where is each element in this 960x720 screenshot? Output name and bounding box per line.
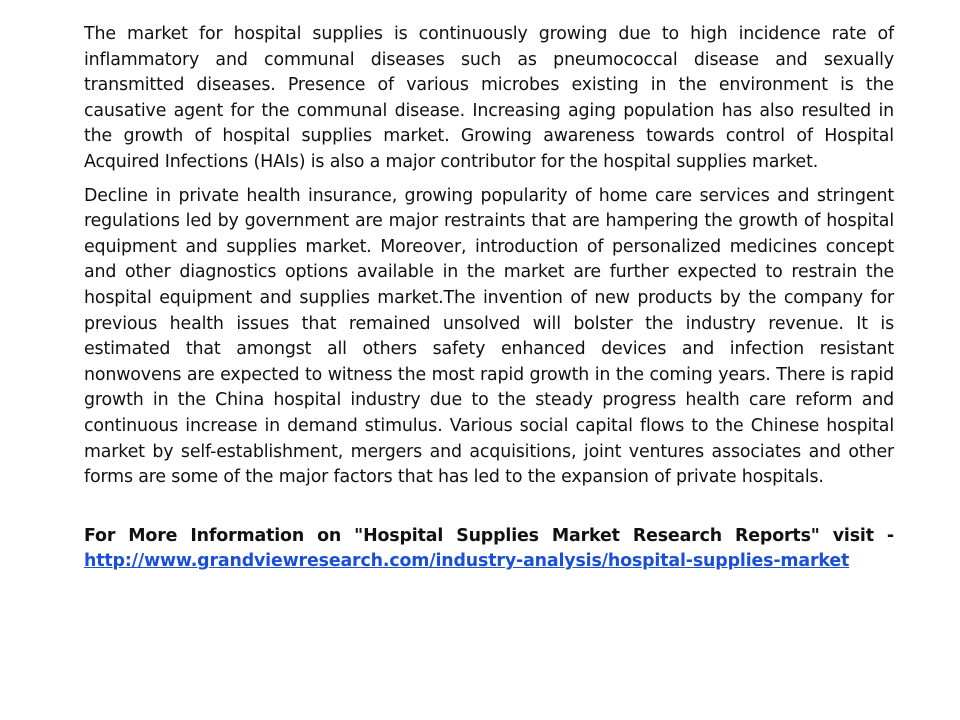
more-information-line xyxy=(84,524,894,575)
market-restraints-paragraph: Decline in private health insurance, growing popularity of home care services and stringent regulations led by government are major restraints that are hampering the growth of hospital equipment and supplies market. Moreover, introduction of personalized medicines concept and other diagnostics options available in the market are further expected to restrain the hospital equipment and supplies market.The invention of new products by the company for previous health issues that remained unsolved will bolster the industry revenue. It is estimated that amongst all others safety enhanced devices and infection resistant nonwovens are expected to witness the most rapid growth in the coming years. There is rapid growth in the China hospital industry due to the steady progress health care reform and continuous increase in demand stimulus. Various social capital flows to the Chinese hospital market by self-establishment, mergers and acquisitions, joint ventures associates and other forms are some of the major factors that has led to the expansion of private hospitals. xyxy=(84,185,894,488)
report-link[interactable]: http://www.grandviewresearch.com/industry-analysis/hospital-supplies-market xyxy=(84,551,850,572)
more-information-text: For More Information on "Hospital Supplies Market Research Reports" visit - xyxy=(84,525,894,546)
slide-body xyxy=(84,22,894,592)
market-growth-paragraph: The market for hospital supplies is continuously growing due to high incidence rate of inflammatory and communal diseases such as pneumococcal disease and sexually transmitted diseases. Presence of various microbes existing in the environment is the causative agent for the communal disease. Increasing aging population has also resulted in the growth of hospital supplies market. Growing awareness towards control of Hospital Acquired Infections (HAIs) is also a major contributor for the hospital supplies market. xyxy=(84,24,894,172)
